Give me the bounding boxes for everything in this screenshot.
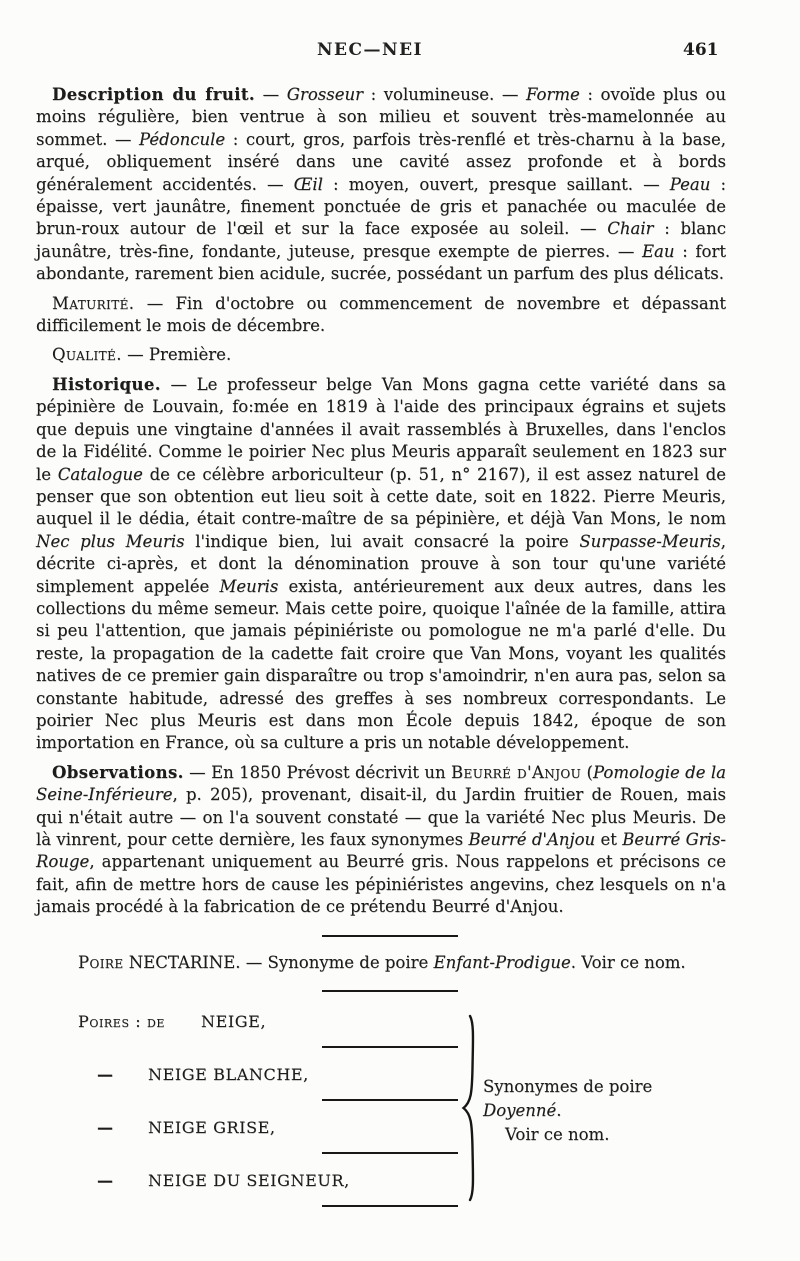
nectarine-entry	[36, 952, 726, 974]
text-run: — Première.	[121, 345, 232, 365]
text-run: Observations.	[52, 762, 184, 782]
row-divider	[322, 1099, 458, 1101]
row-divider	[322, 1046, 458, 1048]
text-run: Nec plus Meuris	[36, 531, 185, 551]
text-run: l'indique bien, lui avait consacré la poire	[184, 531, 580, 551]
text-run: : blanc jaunâtre, très-fine, fondante, juteuse, presque exempte de pierres. —	[36, 219, 727, 261]
synonym-name: NEIGE,	[201, 1012, 267, 1032]
text-run: NECTARINE. — Synonyme de poire	[123, 952, 434, 972]
text-run: Chair	[607, 219, 654, 239]
text-run: Description du fruit.	[52, 85, 256, 104]
synonym-name: NEIGE DU SEIGNEUR,	[148, 1171, 350, 1191]
row-divider	[322, 1152, 458, 1154]
paragraph-maturite	[36, 293, 726, 338]
text-run: : ovoïde plus ou moins régulière, bien ventrue à son milieu et souvent très-mamelonnée au sommet. —	[36, 85, 726, 149]
text-run: Doyenné	[483, 1101, 557, 1121]
text-run: Œil	[293, 174, 323, 194]
synonym-row	[36, 1011, 726, 1033]
text-run: Enfant-Prodigue	[433, 952, 571, 972]
synonym-name: NEIGE GRISE,	[148, 1118, 276, 1138]
article-paragraphs	[36, 84, 726, 919]
text-run: (	[581, 762, 593, 782]
text-run: Peau	[669, 174, 711, 194]
text-run: : volumineuse. —	[362, 85, 526, 104]
text-run: Qualité.	[52, 345, 122, 365]
page-body	[36, 84, 726, 1223]
text-run: Pédoncule	[139, 129, 226, 149]
text-run: Eau	[642, 241, 675, 261]
text-run: Synonymes de poire	[483, 1077, 653, 1097]
ditto-dash: —	[97, 1171, 114, 1191]
text-run: et	[595, 830, 623, 849]
text-run: exista, antérieurement aux deux autres, dans les collections du même semeur. Mais cette poire, quoique l'aînée de la famille, attira si peu l'attention, que jamais pépiniériste ou pomologue ne m'a parlé d'elle. Du reste, la propagation de la cadette fait croire que Van Mons, voyant les qualités natives de ce premier gain disparaître ou trop s'amoindrir, n'en aura pas, selon sa constante habitude, adressé des greffes à ses nombreux correspondants. Le poirier Nec plus Meuris est dans mon École depuis 1842, époque de son importation en France, où sa culture a pris un notable développement.	[36, 576, 727, 753]
text-run: Meuris	[219, 576, 279, 596]
text-run: Grosseur	[286, 85, 363, 104]
text-run: Maturité.	[52, 293, 135, 313]
text-run: Poire	[78, 952, 124, 972]
synonyms-note	[483, 1075, 726, 1147]
text-run: . Voir ce nom.	[570, 952, 686, 972]
text-run: : épaisse, vert jaunâtre, finement ponctuée de gris et panachée ou maculée de brun-roux autour de l'œil et sur la face exposée au soleil. —	[36, 174, 727, 239]
text-run: —	[255, 85, 287, 104]
text-run: , décrite ci-après, et dont la dénomination prouve à son tour qu'une variété simplement appelée	[36, 531, 726, 596]
paragraph-observations	[36, 762, 726, 919]
text-run: Historique.	[52, 374, 161, 394]
text-run: Catalogue	[57, 464, 143, 484]
section-divider-middle	[322, 990, 458, 992]
synonyms-note-line1	[483, 1075, 726, 1123]
ditto-dash: —	[97, 1065, 114, 1085]
synonyms-table	[36, 1011, 726, 1223]
ditto-dash: —	[97, 1118, 114, 1138]
row-divider	[322, 1205, 458, 1207]
section-divider-top	[322, 935, 458, 937]
paragraph-historique	[36, 374, 726, 755]
text-run: Pomologie de la Seine-Inférieure	[36, 762, 726, 805]
text-run: Surpasse-Meuris	[579, 531, 721, 551]
paragraph-description-du-fruit	[36, 84, 726, 286]
text-run: : court, gros, parfois très-renflé et très-charnu à la base, arqué, obliquement inséré dans une cavité assez profonde et à bords généralement accidentés. —	[36, 129, 727, 194]
text-run: .	[556, 1101, 562, 1121]
grouping-brace-icon	[460, 1013, 476, 1203]
synonyms-note-line2: Voir ce nom.	[505, 1125, 610, 1145]
text-run: Beurré d'Anjou	[451, 762, 582, 782]
synonym-name: NEIGE BLANCHE,	[148, 1065, 309, 1085]
text-run: : moyen, ouvert, presque saillant. —	[322, 174, 670, 194]
row-prefix: Poires : de	[78, 1012, 165, 1032]
paragraph-qualite	[36, 344, 726, 366]
synonym-row	[36, 1170, 726, 1192]
text-run: — Le professeur belge Van Mons gagna cette variété dans sa pépinière de Louvain, fo:mée en 1819 à l'aide des principaux égrains et sujets que depuis une vingtaine d'années il avait rassemblés à Bruxelles, dans l'enclos de la Fidélité. Comme le poirier Nec plus Meuris apparaît seulement en 1823 sur le	[36, 374, 726, 484]
text-run: : fort abondante, rarement bien acidule, sucrée, possédant un parfum des plus délicats.	[36, 241, 726, 284]
text-run: Forme	[526, 85, 580, 104]
text-run: Beurré d'Anjou	[468, 830, 596, 849]
text-run: Beurré Gris-Rouge	[36, 830, 726, 872]
text-run: — Fin d'octobre ou commencement de novembre et dépassant difficilement le mois de décembre.	[36, 293, 726, 336]
text-run: , p. 205), provenant, disait-il, du Jardin fruitier de Rouen, mais qui n'était autre — on l'a souvent constaté — que la variété Nec plus Meuris. De là vinrent, pour cette dernière, les faux synonymes	[36, 785, 726, 849]
running-title: NEC—NEI	[317, 40, 423, 60]
page-number: 461	[683, 40, 719, 60]
text-run: , appartenant uniquement au Beurré gris. Nous rappelons et précisons ce fait, afin de mettre hors de cause les pépiniéristes angevins, chez lesquels on n'a jamais procédé à la fabrication de ce prétendu Beurré d'Anjou.	[36, 852, 726, 917]
text-run: — En 1850 Prévost décrivit un	[183, 762, 452, 782]
text-run: de ce célèbre arboriculteur (p. 51, n° 2167), il est assez naturel de penser que son obtention eut lieu soit à cette date, soit en 1822. Pierre Meuris, auquel il le dédia, était contre-maître de sa pépinière, et déjà Van Mons, le nom	[36, 464, 726, 529]
